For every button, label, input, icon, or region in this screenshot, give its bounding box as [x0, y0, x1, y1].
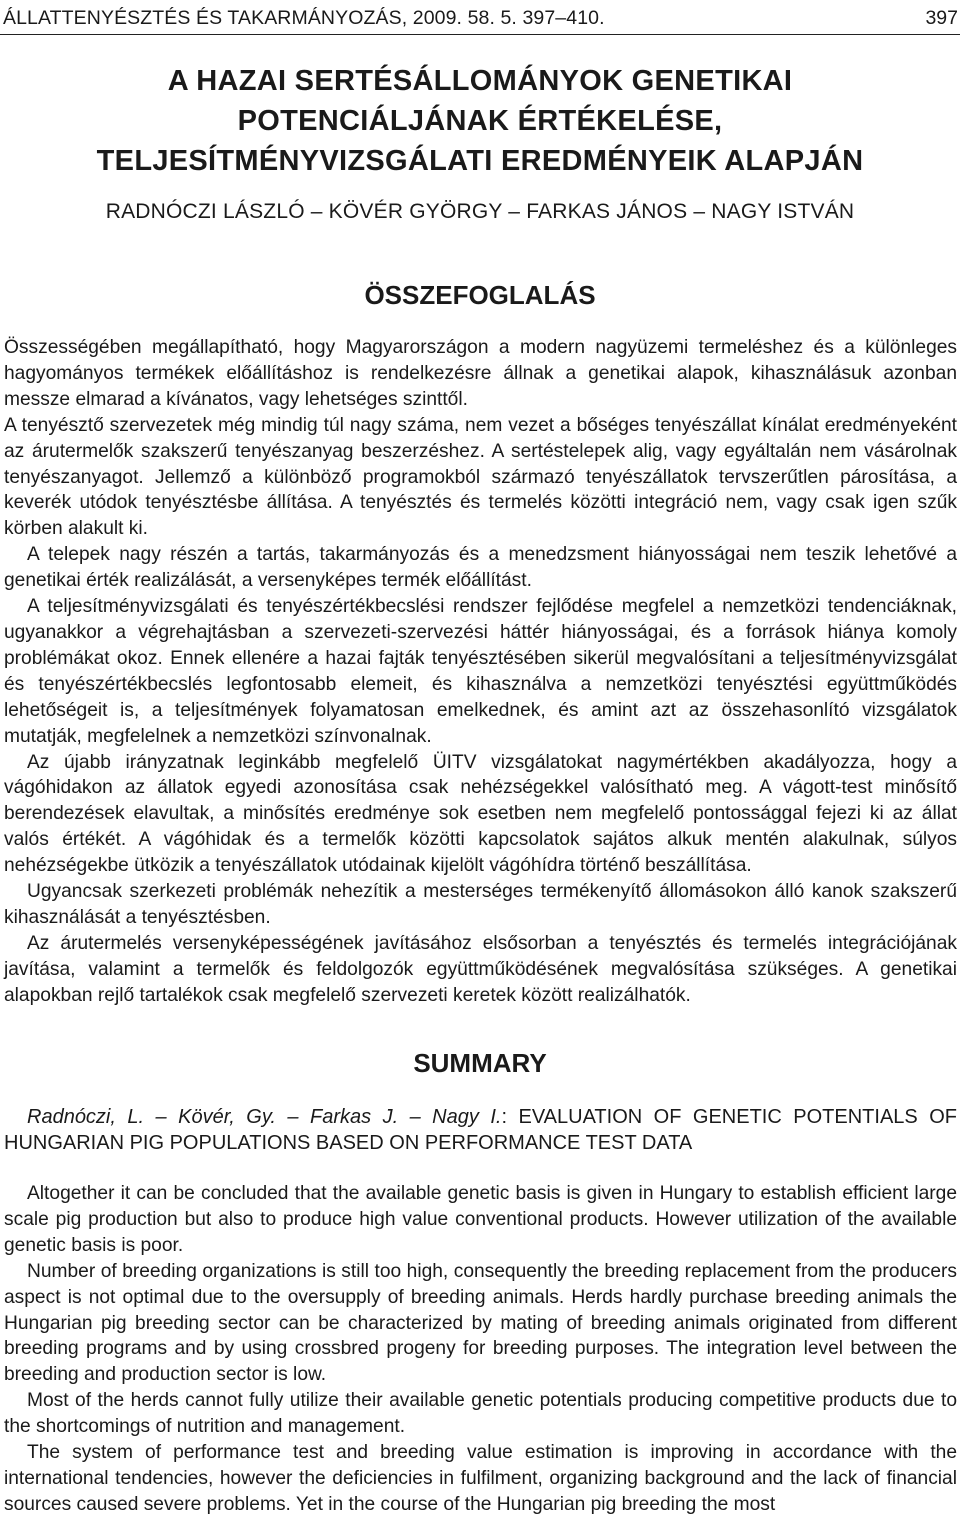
- hu-paragraph-7: Az árutermelés versenyképességének javításához elsősorban a tenyésztés és termelés integrációjának javítása, valamint a termelők és feldolgozók együttműködésének megvalósítása szükséges. A genetikai alapokban rejlő tartalékok csak megfelelő szervezeti keretek között realizálhatók.: [4, 932, 957, 1006]
- article-title: [0, 61, 960, 181]
- hungarian-summary-heading: ÖSSZEFOGLALÁS: [364, 280, 596, 310]
- author-list: RADNÓCZI LÁSZLÓ – KÖVÉR GYÖRGY – FARKAS JÁNOS – NAGY ISTVÁN: [105, 200, 855, 223]
- hu-paragraph-6: Ugyancsak szerkezeti problémák nehezítik a mesterséges termékenyítő állomásokon álló kanok szakszerű kihasználását a tenyésztésben.: [4, 881, 957, 928]
- english-summary-body: [4, 1181, 957, 1518]
- hu-paragraph-2: A tenyésztő szervezetek még mindig túl nagy száma, nem vezet a bőséges tenyészállat kínálat eredményeként az árutermelők szakszerű tenyészanyag beszerzéshez. A sertéstelepek alig, vagy egyáltalán nem vásárolnak tenyészanyagot. Jellemző a különböző programokból származó tenyészállatok tervszerűtlen párosítása, a keverék utódok tenyésztésbe állítása. A tenyésztés és termelés közötti integráció nem, vagy csak igen szűk körben alakult ki.: [4, 414, 957, 540]
- hu-paragraph-4: A teljesítményvizsgálati és tenyészértékbecslési rendszer fejlődése megfelel a nemzetközi tendenciáknak, ugyanakkor a végrehajtásban a szervezeti-szervezési háttér hiányosságai, és a források hiánya komoly problémákat okoz. Ennek ellenére a hazai fajták tenyésztésében sikerül megvalósítani a teljesítményvizsgálat és tenyészértékbecslés legfontosabb elemeit, és kihasználva a nemzetközi tenyésztési együttműködés lehetőségeit is, a teljesítmények folyamatosan emelkednek, és amint azt az összehasonlító vizsgálatok mutatják, megfelelnek a nemzetközi színvonalnak.: [4, 596, 957, 747]
- hu-paragraph-5: Az újabb irányzatnak leginkább megfelelő ÜITV vizsgálatokat nagymértékben akadályozza, hogy a vágóhidakon az állatok egyedi azonosítása csak nehézségekkel valósítható meg. A vágott-test minősítő berendezések elavultak, a minősítés eredménye sok esetben nem megfelelő pontossággal fejezi ki az állat valós értékét. A vágóhidak és a termelők közötti kapcsolatok sajátos alkuk mentén alakulnak, súlyos nehézségekbe ütközik a tenyészállatok utódainak kijelölt vágóhídra történő beszállítása.: [4, 751, 957, 877]
- title-line-3: TELJESÍTMÉNYVIZSGÁLATI EREDMÉNYEIK ALAPJÁN: [96, 145, 864, 177]
- hungarian-summary-body: [4, 335, 957, 1009]
- running-header: [0, 0, 960, 35]
- en-paragraph-2: Number of breeding organizations is still too high, consequently the breeding replacement from the producers aspect is not optimal due to the oversupply of breeding animals. Herds hardly purchase breeding animals the Hungarian pig breeding sector can be characterized by mating of breeding animals originated from different breeding programs and by using crossbred progeny for breeding purposes. The integration level between the breeding and production sector is low.: [4, 1260, 957, 1386]
- title-line-2: POTENCIÁLJÁNAK ÉRTÉKELÉSE,: [237, 105, 723, 137]
- en-paragraph-4: The system of performance test and breeding value estimation is improving in accordance with the international tendencies, however the deficiencies in fulfilment, organizing background and the lack of financial sources caused severe problems. Yet in the course of the Hungarian pig breeding the most: [4, 1442, 957, 1515]
- title-line-1: A HAZAI SERTÉSÁLLOMÁNYOK GENETIKAI: [167, 65, 793, 97]
- hu-paragraph-3: A telepek nagy részén a tartás, takarmányozás és a menedzsment hiányosságai nem teszik lehetővé a genetikai érték realizálását, a versenyképes termék előállítást.: [4, 544, 957, 592]
- english-summary-heading: SUMMARY: [413, 1048, 547, 1078]
- page-number: 397: [925, 7, 958, 29]
- hu-paragraph-1: Összességében megállapítható, hogy Magyarországon a modern nagyüzemi termeléshez és a különleges hagyományos termékek előállításhoz is rendelkezésre állnak a genetikai alapok, kihasználásuk azonban messze elmarad a kívánatos, vagy lehetséges szinttől.: [4, 337, 957, 410]
- journal-citation: ÁLLATTENYÉSZTÉS ÉS TAKARMÁNYOZÁS, 2009. 58. 5. 397–410.: [3, 7, 605, 29]
- en-paragraph-1: Altogether it can be concluded that the available genetic basis is given in Hungary to establish efficient large scale pig production but also to produce high value conventional products. However utilization of the available genetic basis is poor.: [4, 1183, 957, 1256]
- citation-authors: Radnóczi, L. – Kövér, Gy. – Farkas J. – Nagy I.: [27, 1106, 502, 1128]
- en-paragraph-3: Most of the herds cannot fully utilize their available genetic potentials producing competitive products due to the shortcomings of nutrition and management.: [4, 1390, 957, 1438]
- english-citation: [4, 1104, 957, 1156]
- citation-title: : EVALUATION OF GENETIC POTENTIALS OF HUNGARIAN PIG POPULATIONS BASED ON PERFORMANCE TEST DATA: [4, 1106, 957, 1154]
